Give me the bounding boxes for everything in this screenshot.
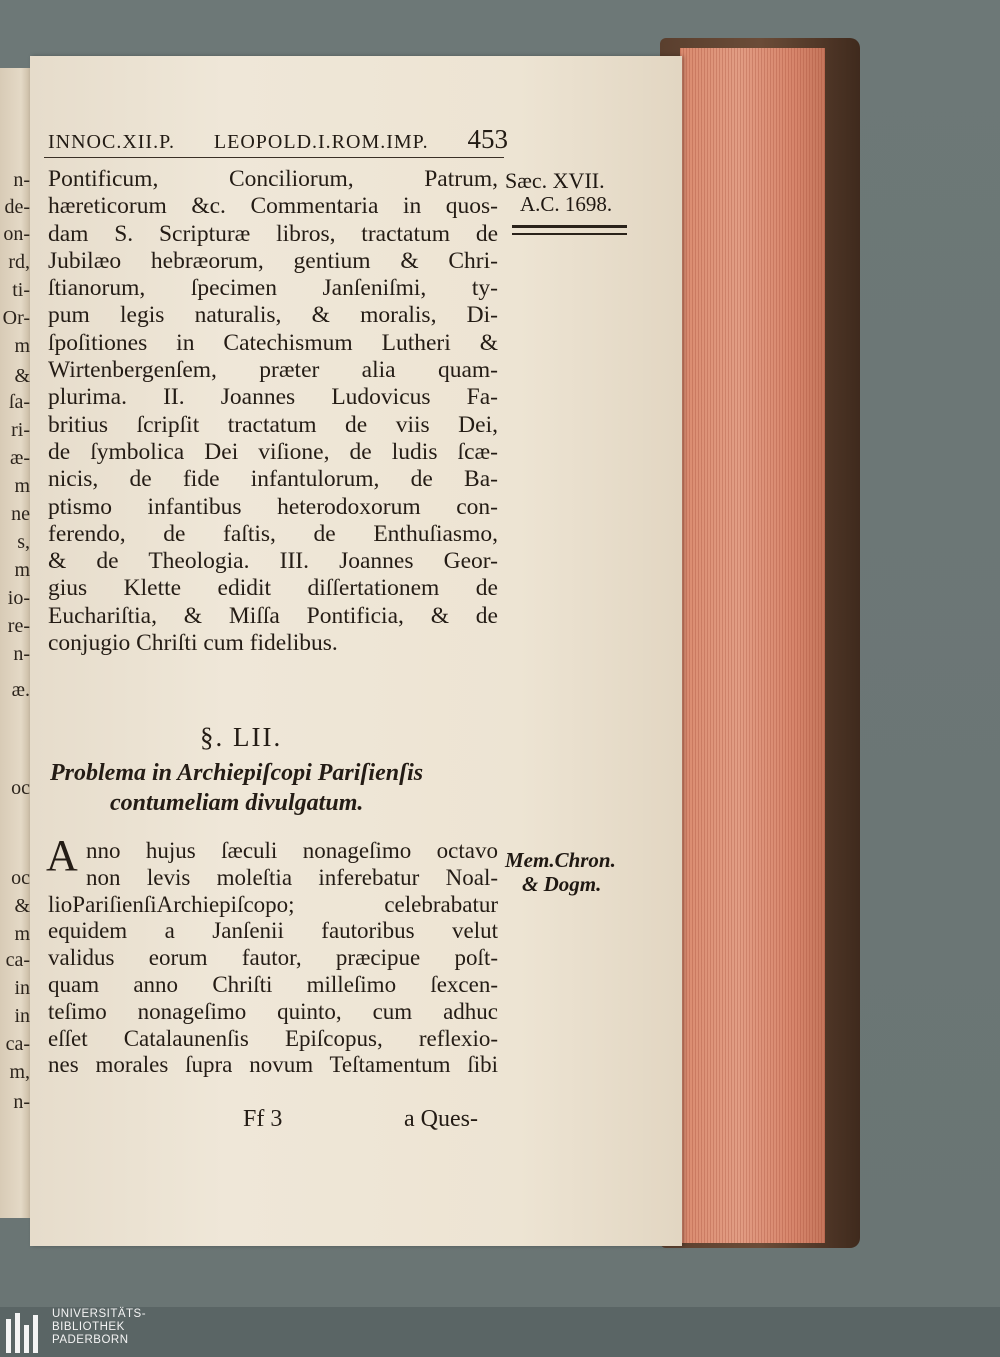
previous-page-fragment: in	[14, 1005, 30, 1027]
library-logo-icon	[6, 1311, 46, 1353]
footer-bar	[0, 1307, 1000, 1357]
running-head-left: INNOC.XII.P.	[48, 131, 175, 153]
previous-page-fragment: s,	[17, 531, 30, 553]
drop-capital: A	[46, 831, 78, 880]
text-line: ferendo, de faſtis, de Enthuſiasmo,	[48, 520, 498, 547]
body-line: validus eorum fautor, præcipue poſt-	[48, 945, 498, 971]
header-rule	[44, 157, 504, 158]
text-line: Euchariſtia, & Miſſa Pontificia, & de	[48, 602, 498, 629]
running-head	[48, 124, 508, 155]
section-title	[48, 758, 498, 818]
body-line: nno hujus ſæculi nonageſimo octavo	[86, 838, 498, 863]
body-line: nes morales ſupra novum Teſtamentum ſibi	[48, 1052, 498, 1078]
previous-page-fragment: on-	[3, 223, 30, 245]
margin-note-source-1: Mem.Chron.	[505, 848, 616, 872]
previous-page-fragment: in	[14, 977, 30, 999]
body-line: equidem a Janſenii fautoribus velut	[48, 918, 498, 944]
previous-page-fragment: re-	[7, 615, 30, 637]
previous-page-fragment: io-	[7, 587, 30, 609]
catchword: a Ques-	[404, 1106, 478, 1132]
previous-page-fragment: n-	[13, 643, 30, 665]
text-line: gius Klette edidit diſſertationem de	[48, 575, 498, 602]
previous-page-fragment: ſa-	[8, 391, 30, 413]
text-line: ſpoſitiones in Catechismum Lutheri &	[48, 329, 498, 356]
previous-page-fragment: &	[14, 895, 30, 917]
body-line: eſſet Catalaunenſis Epiſcopus, reflexio-	[48, 1025, 498, 1051]
previous-page-fragment: ri-	[11, 419, 30, 441]
margin-note-year: A.C. 1698.	[520, 192, 613, 216]
library-name-line-1: UNIVERSITÄTS-	[52, 1308, 147, 1320]
previous-page-fragment: m	[14, 475, 30, 497]
text-line: nicis, de fide infantulorum, de Ba-	[48, 466, 498, 493]
body-line: teſimo nonageſimo quinto, cum adhuc	[48, 998, 498, 1024]
text-line: britius ſcripſit tractatum de viis Dei,	[48, 411, 498, 438]
text-line: hæreticorum &c. Commentaria in quos-	[48, 193, 498, 220]
margin-note-saeculum: Sæc. XVII.	[505, 168, 605, 193]
text-line: conjugio Chriſti cum fidelibus.	[48, 630, 338, 657]
text-line: de ſymbolica Dei viſione, de ludis ſcæ-	[48, 438, 498, 465]
previous-page-fragment: ne	[11, 503, 30, 525]
page-edges	[680, 48, 825, 1243]
previous-page-fragment: n-	[13, 1091, 30, 1113]
text-line: ſtianorum, ſpecimen Janſeniſmi, ty-	[48, 275, 498, 302]
previous-page-fragment: rd,	[8, 251, 30, 273]
text-line: & de Theologia. III. Joannes Geor-	[48, 548, 498, 575]
signature-mark: Ff 3	[243, 1106, 283, 1132]
previous-page-fragment: æ-	[10, 447, 30, 469]
body-line: non levis moleſtia inferebatur Noal-	[86, 864, 498, 890]
body-line: lioPariſienſiArchiepiſcopo; celebrabatur	[48, 891, 498, 917]
previous-page-fragment: Or-	[2, 307, 30, 329]
margin-note-rule	[512, 225, 627, 228]
running-head-center: LEOPOLD.I.ROM.IMP.	[213, 131, 429, 153]
previous-page-fragment: ti-	[12, 279, 30, 301]
previous-page-fragment: m,	[9, 1061, 30, 1083]
text-line: plurima. II. Joannes Ludovicus Fa-	[48, 384, 498, 411]
previous-page-fragment: oc	[11, 867, 30, 889]
previous-page-fragment: ca-	[5, 1033, 30, 1055]
margin-note-source-2: & Dogm.	[522, 872, 602, 896]
library-name	[52, 1308, 146, 1347]
section-title-line-2: contumeliam divulgatum.	[110, 790, 364, 816]
text-line: Wirtenbergenſem, præter alia quam-	[48, 357, 498, 384]
text-line: ptismo infantibus heterodoxorum con-	[48, 493, 498, 520]
text-line: Pontificum, Conciliorum, Patrum,	[48, 166, 498, 192]
section-body-text	[48, 838, 498, 1079]
margin-note-rule	[512, 233, 627, 235]
previous-page-fragment: n-	[13, 169, 30, 191]
previous-page-fragment: m	[14, 923, 30, 945]
text-line: pum legis naturalis, & moralis, Di-	[48, 302, 498, 329]
previous-page-fragment: ca-	[5, 949, 30, 971]
section-number: §. LII.	[200, 722, 283, 752]
text-line: dam S. Scripturæ libros, tractatum de	[48, 220, 498, 247]
page-number: 453	[467, 124, 508, 154]
library-name-line-2: BIBLIOTHEK	[52, 1321, 125, 1333]
text-line: Jubilæo hebræorum, gentium & Chri-	[48, 247, 498, 274]
main-text	[48, 166, 498, 657]
previous-page-fragment: æ.	[11, 679, 30, 701]
previous-page-fragment: m	[14, 559, 30, 581]
library-name-line-3: PADERBORN	[52, 1334, 129, 1346]
previous-page-fragment: &	[14, 365, 30, 387]
previous-page-fragment: m	[14, 335, 30, 357]
section-title-line-1: Problema in Archiepiſcopi Pariſienſis	[50, 760, 424, 786]
previous-page-fragment: oc	[11, 777, 30, 799]
previous-page-fragment: de-	[4, 196, 30, 218]
body-line: quam anno Chriſti milleſimo ſexcen-	[48, 971, 498, 997]
